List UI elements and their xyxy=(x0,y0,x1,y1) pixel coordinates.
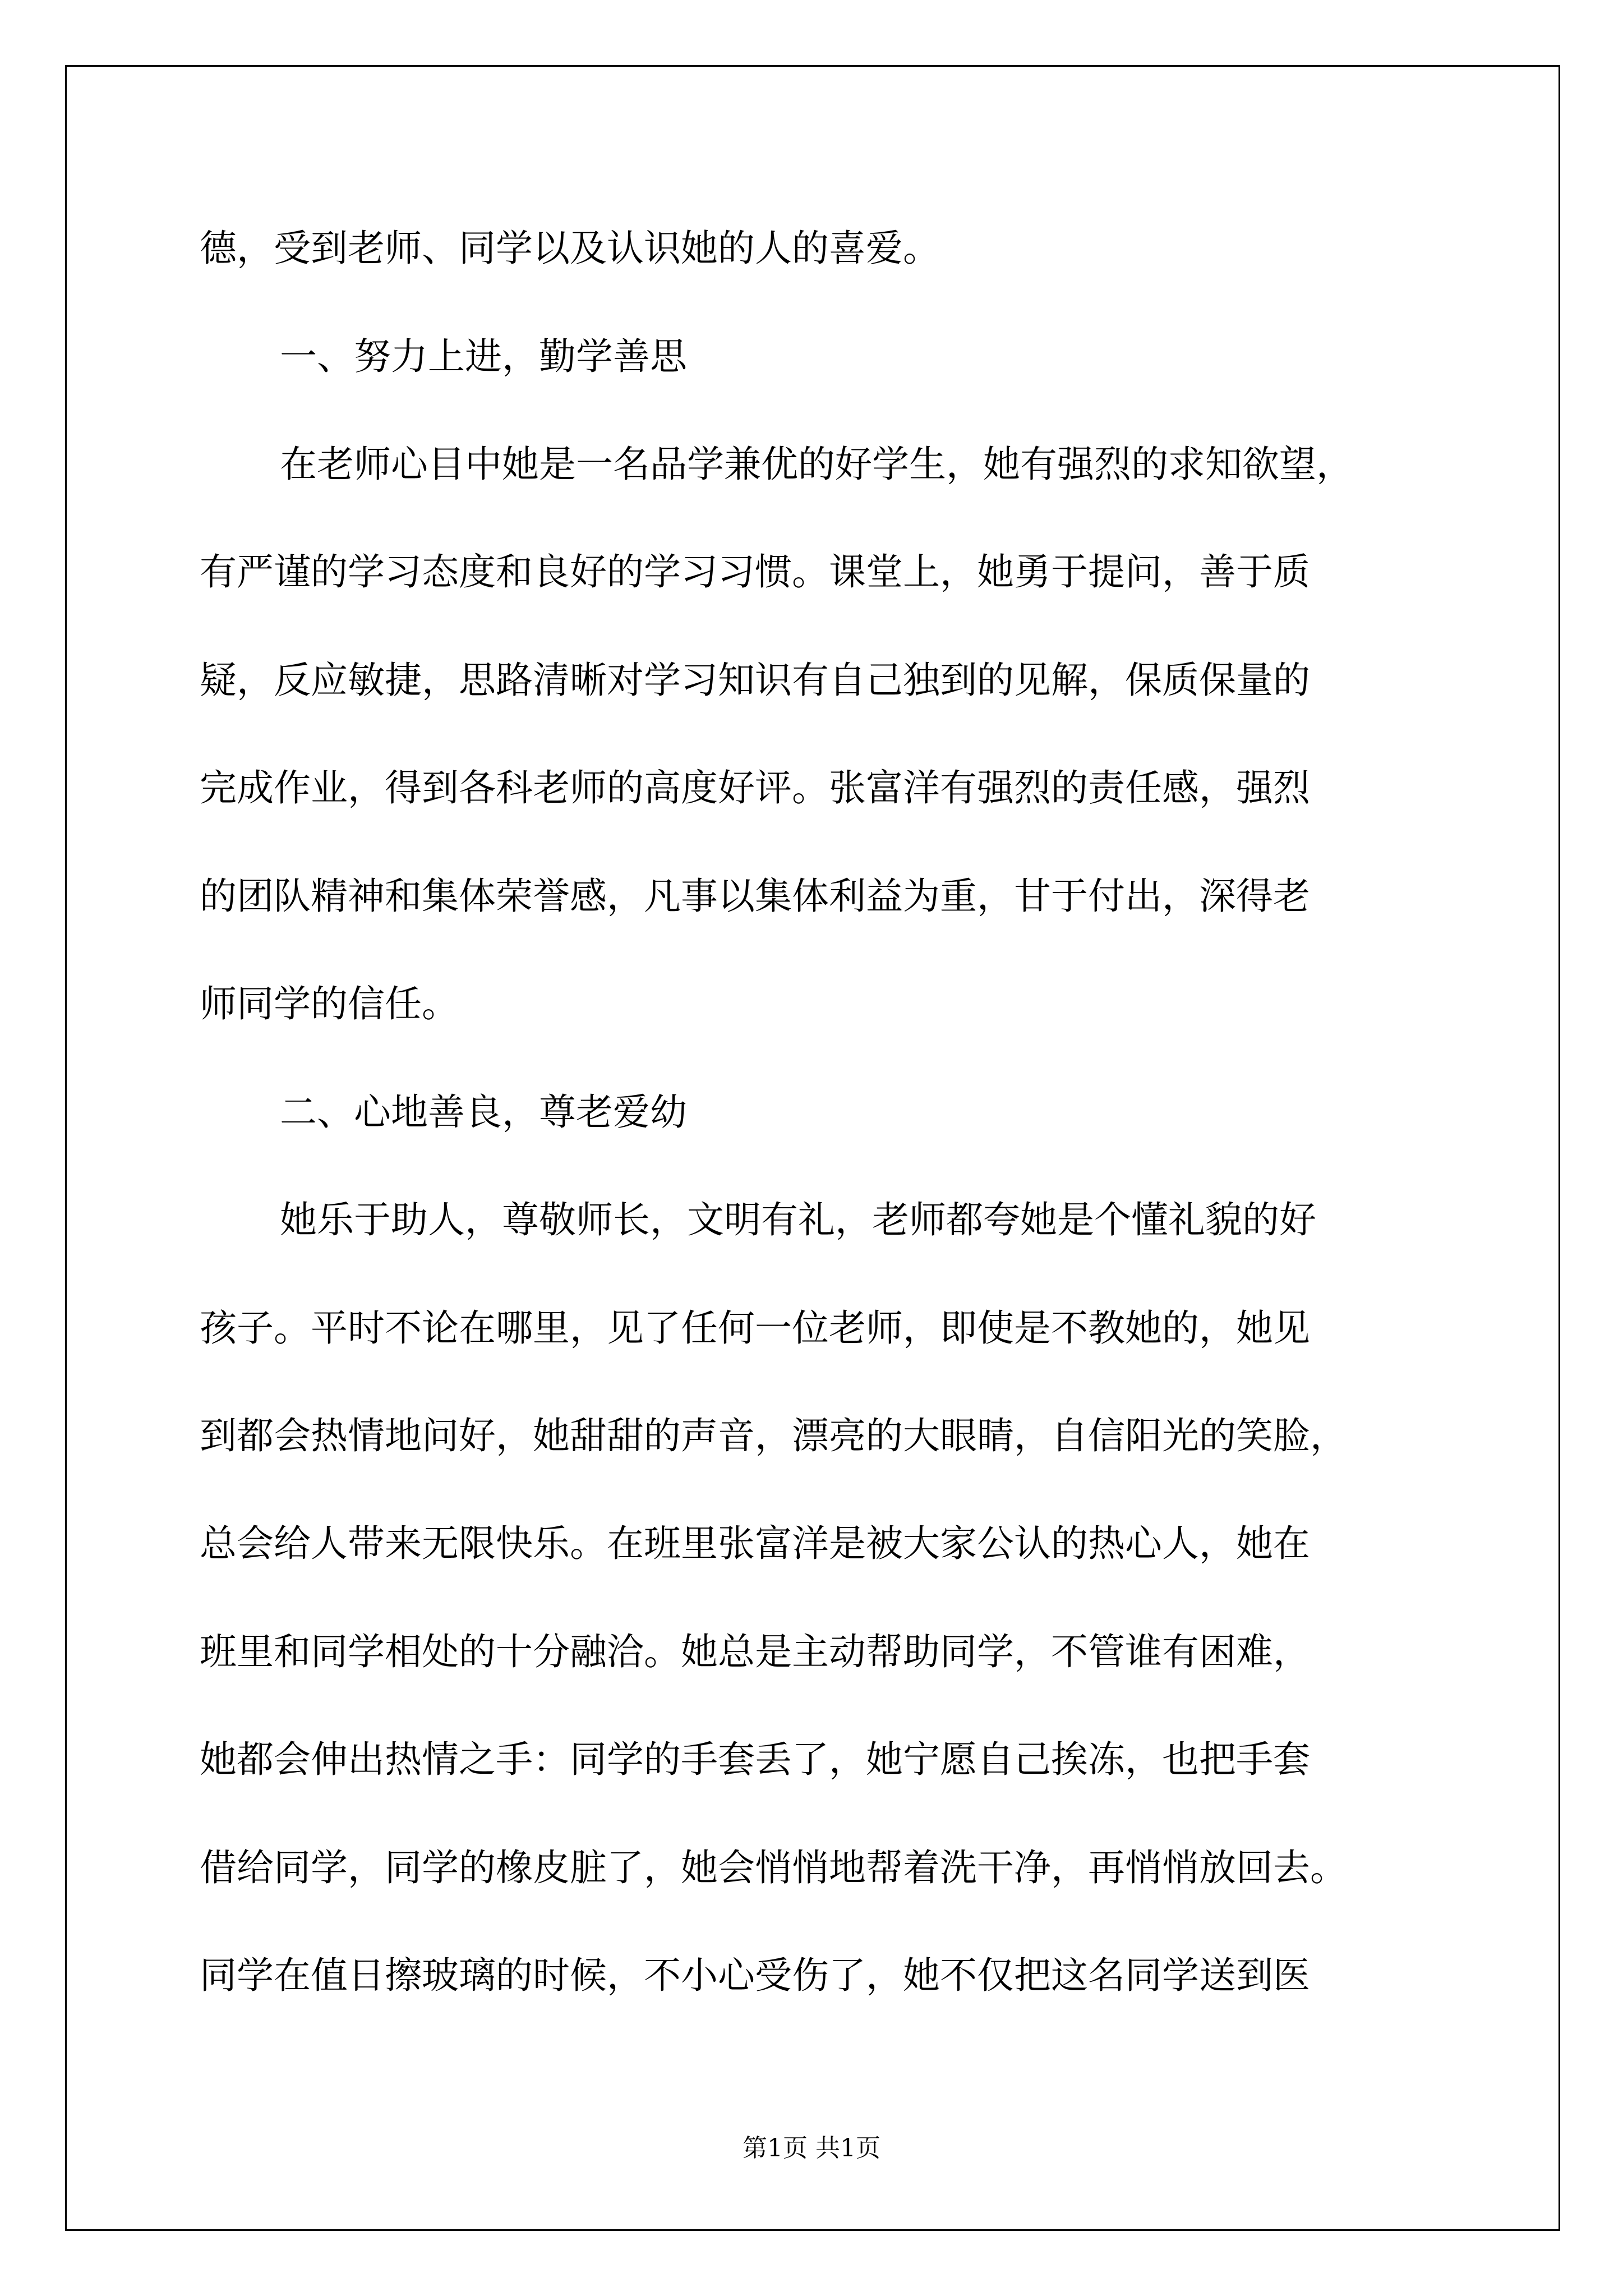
text-line: 她都会伸出热情之手：同学的手套丢了，她宁愿自己挨冻，也把手套 xyxy=(200,1738,1310,1781)
text-line: 班里和同学相处的十分融洽。她总是主动帮助同学，不管谁有困难， xyxy=(200,1630,1310,1673)
text-line: 德，受到老师、同学以及认识她的人的喜爱。 xyxy=(200,227,940,270)
page-border xyxy=(65,65,1560,2231)
text-line: 在老师心目中她是一名品学兼优的好学生，她有强烈的求知欲望， xyxy=(280,443,1353,486)
text-line: 借给同学，同学的橡皮脏了，她会悄悄地帮着洗干净，再悄悄放回去。 xyxy=(200,1846,1347,1889)
section-heading: 一、努力上进，勤学善思 xyxy=(280,335,687,378)
text-line: 完成作业，得到各科老师的高度好评。张富洋有强烈的责任感，强烈 xyxy=(200,766,1310,809)
text-line: 孩子。平时不论在哪里，见了任何一位老师，即使是不教她的，她见 xyxy=(200,1306,1310,1350)
page-number-footer: 第1页 共1页 xyxy=(743,2134,880,2162)
text-line: 的团队精神和集体荣誉感，凡事以集体利益为重，甘于付出，深得老 xyxy=(200,875,1310,918)
text-line: 总会给人带来无限快乐。在班里张富洋是被大家公认的热心人，她在 xyxy=(200,1522,1310,1565)
section-heading: 二、心地善良，尊老爱幼 xyxy=(280,1091,687,1134)
text-line: 她乐于助人，尊敬师长，文明有礼，老师都夸她是个懂礼貌的好 xyxy=(280,1198,1316,1241)
text-line: 师同学的信任。 xyxy=(200,982,459,1025)
text-line: 同学在值日擦玻璃的时候，不小心受伤了，她不仅把这名同学送到医 xyxy=(200,1954,1310,1997)
text-line: 疑，反应敏捷，思路清晰对学习知识有自己独到的见解，保质保量的 xyxy=(200,659,1310,702)
text-line: 到都会热情地问好，她甜甜的声音，漂亮的大眼睛，自信阳光的笑脸， xyxy=(200,1414,1347,1457)
text-line: 有严谨的学习态度和良好的学习习惯。课堂上，她勇于提问，善于质 xyxy=(200,550,1310,593)
